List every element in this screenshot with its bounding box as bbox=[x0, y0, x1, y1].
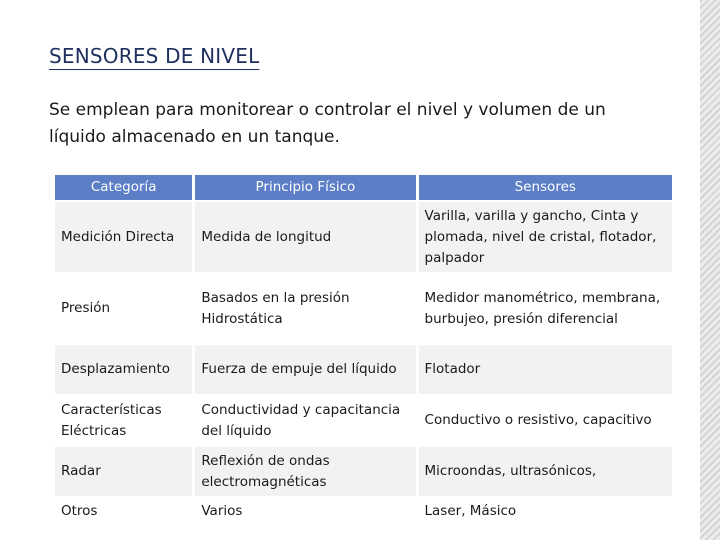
cell-sensors: Conductivo o resistivo, capacitivo bbox=[419, 394, 672, 445]
cell-category: Desplazamiento bbox=[55, 343, 195, 394]
cell-sensors: Microondas, ultrasónicos, bbox=[419, 445, 672, 496]
cell-principle: Varios bbox=[195, 496, 418, 524]
cell-principle: Fuerza de empuje del líquido bbox=[195, 343, 418, 394]
cell-sensors: Medidor manométrico, membrana, burbujeo, presión diferencial bbox=[419, 272, 672, 343]
header-category: Categoría bbox=[55, 175, 195, 200]
sensor-table bbox=[55, 175, 672, 524]
cell-sensors: Flotador bbox=[419, 343, 672, 394]
table-row bbox=[55, 200, 672, 272]
cell-principle: Reflexión de ondas electromagnéticas bbox=[195, 445, 418, 496]
cell-category: Radar bbox=[55, 445, 195, 496]
table-row bbox=[55, 496, 672, 524]
cell-sensors: Varilla, varilla y gancho, Cinta y plomada, nivel de cristal, flotador, palpador bbox=[419, 200, 672, 272]
table-row bbox=[55, 272, 672, 343]
header-principle: Principio Físico bbox=[195, 175, 418, 200]
table-row bbox=[55, 445, 672, 496]
table-row bbox=[55, 394, 672, 445]
cell-category: Características Eléctricas bbox=[55, 394, 195, 445]
header-sensors: Sensores bbox=[419, 175, 672, 200]
cell-principle: Conductividad y capacitancia del líquido bbox=[195, 394, 418, 445]
slide-title: SENSORES DE NIVEL bbox=[49, 44, 260, 68]
cell-principle: Medida de longitud bbox=[195, 200, 418, 272]
cell-category: Medición Directa bbox=[55, 200, 195, 272]
cell-principle: Basados en la presión Hidrostática bbox=[195, 272, 418, 343]
decorative-side-strip bbox=[700, 0, 720, 540]
table-row bbox=[55, 343, 672, 394]
table-header-row bbox=[55, 175, 672, 200]
intro-text: Se emplean para monitorear o controlar el nivel y volumen de un líquido almacenado en un tanque. bbox=[49, 100, 606, 147]
cell-sensors: Laser, Másico bbox=[419, 496, 672, 524]
cell-category: Otros bbox=[55, 496, 195, 524]
cell-category: Presión bbox=[55, 272, 195, 343]
